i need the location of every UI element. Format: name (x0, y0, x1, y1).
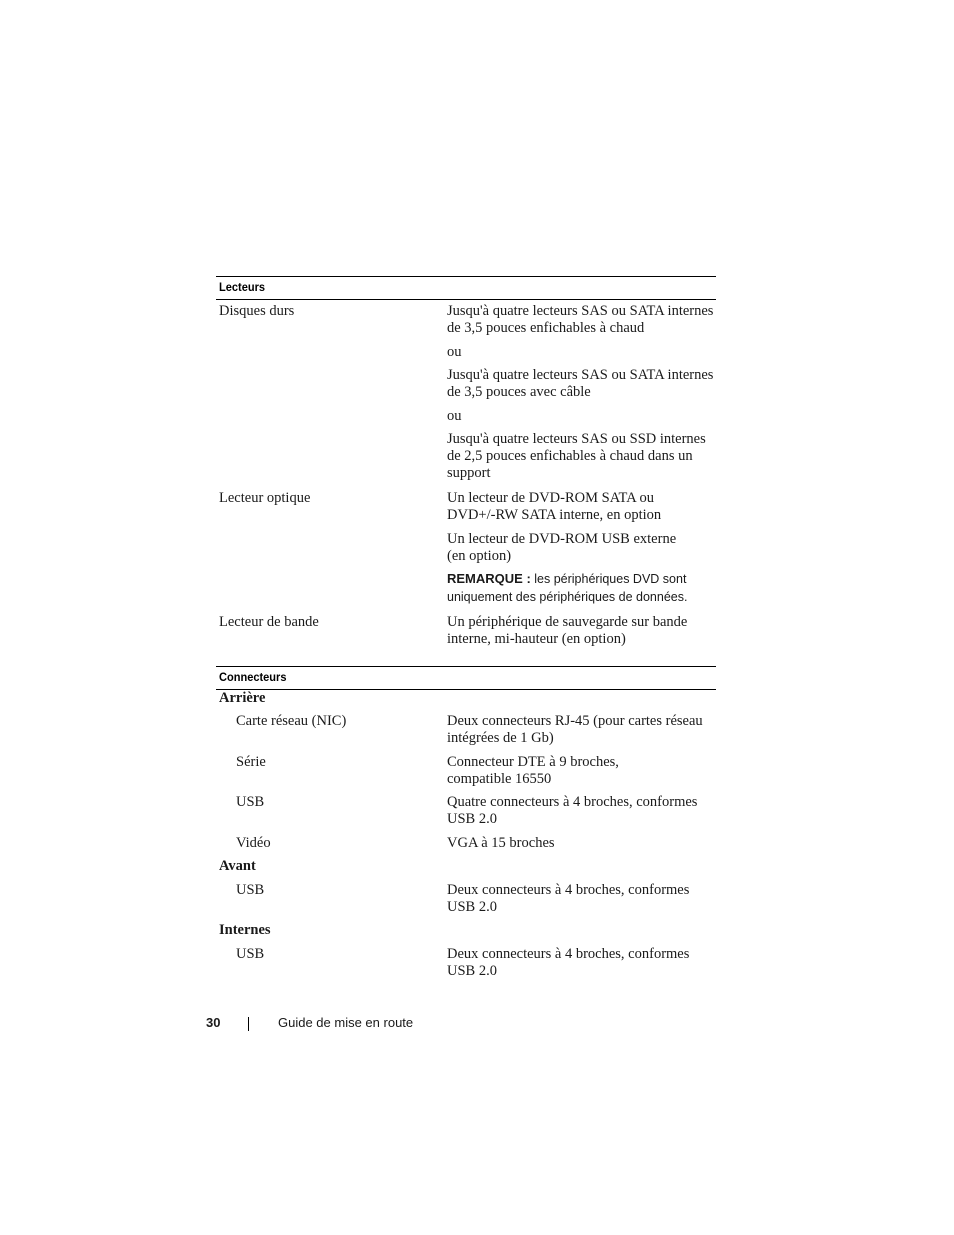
tape-drive-value-line2: interne, mi-hauteur (en option) (447, 631, 626, 647)
front-usb-label: USB (236, 882, 265, 898)
footer-separator (248, 1017, 249, 1031)
hard-drives-option2-line1: Jusqu'à quatre lecteurs SAS ou SATA internes (447, 367, 714, 383)
hard-drives-option3-line2: de 2,5 pouces enfichables à chaud dans un (447, 448, 693, 464)
drives-section-header (216, 276, 716, 300)
hard-drives-option1-line1: Jusqu'à quatre lecteurs SAS ou SATA internes (447, 303, 714, 319)
rear-usb-value-line1: Quatre connecteurs à 4 broches, conformes (447, 794, 698, 810)
internal-usb-value-line1: Deux connecteurs à 4 broches, conformes (447, 946, 690, 962)
front-subheading: Avant (219, 858, 256, 874)
hard-drives-or-2: ou (447, 408, 462, 424)
hard-drives-option1-line2: de 3,5 pouces enfichables à chaud (447, 320, 645, 336)
internal-usb-label: USB (236, 946, 265, 962)
hard-drives-option2-line2: de 3,5 pouces avec câble (447, 384, 591, 400)
front-usb-value-line2: USB 2.0 (447, 899, 497, 915)
optical-drive-value2-line2: (en option) (447, 548, 512, 564)
footer-guide-title: Guide de mise en route (278, 1015, 414, 1030)
rear-subheading: Arrière (219, 690, 266, 706)
serial-label: Série (236, 754, 266, 770)
nic-value-line2: intégrées de 1 Gb) (447, 730, 554, 746)
rear-usb-value-line2: USB 2.0 (447, 811, 497, 827)
optical-drive-value1-line1: Un lecteur de DVD-ROM SATA ou (447, 490, 655, 506)
serial-value-line2: compatible 16550 (447, 771, 552, 787)
nic-label: Carte réseau (NIC) (236, 713, 347, 729)
note-text-line2: uniquement des périphériques de données. (447, 590, 688, 604)
drives-heading: Lecteurs (219, 280, 266, 294)
tape-drive-value-line1: Un périphérique de sauvegarde sur bande (447, 614, 688, 630)
note-label: REMARQUE : (447, 571, 531, 586)
internal-subheading: Internes (219, 922, 271, 938)
front-usb-value-line1: Deux connecteurs à 4 broches, conformes (447, 882, 690, 898)
serial-value-line1: Connecteur DTE à 9 broches, (447, 754, 619, 770)
internal-usb-value-line2: USB 2.0 (447, 963, 497, 979)
hard-drives-option3-line3: support (447, 465, 491, 481)
hard-drives-label: Disques durs (219, 303, 295, 319)
optical-drive-value1-line2: DVD+/-RW SATA interne, en option (447, 507, 662, 523)
optical-drive-label: Lecteur optique (219, 490, 311, 506)
connectors-heading: Connecteurs (219, 670, 287, 684)
page-number: 30 (206, 1015, 221, 1030)
nic-value-line1: Deux connecteurs RJ-45 (pour cartes réseau (447, 713, 703, 729)
tape-drive-label: Lecteur de bande (219, 614, 319, 630)
video-label: Vidéo (236, 835, 271, 851)
rear-usb-label: USB (236, 794, 265, 810)
hard-drives-option3-line1: Jusqu'à quatre lecteurs SAS ou SSD internes (447, 431, 706, 447)
note-text-line1: les périphériques DVD sont (534, 572, 687, 586)
dvd-note (447, 569, 686, 589)
hard-drives-or-1: ou (447, 344, 462, 360)
optical-drive-value2-line1: Un lecteur de DVD-ROM USB externe (447, 531, 677, 547)
connectors-section-header (216, 666, 716, 690)
video-value: VGA à 15 broches (447, 835, 555, 851)
